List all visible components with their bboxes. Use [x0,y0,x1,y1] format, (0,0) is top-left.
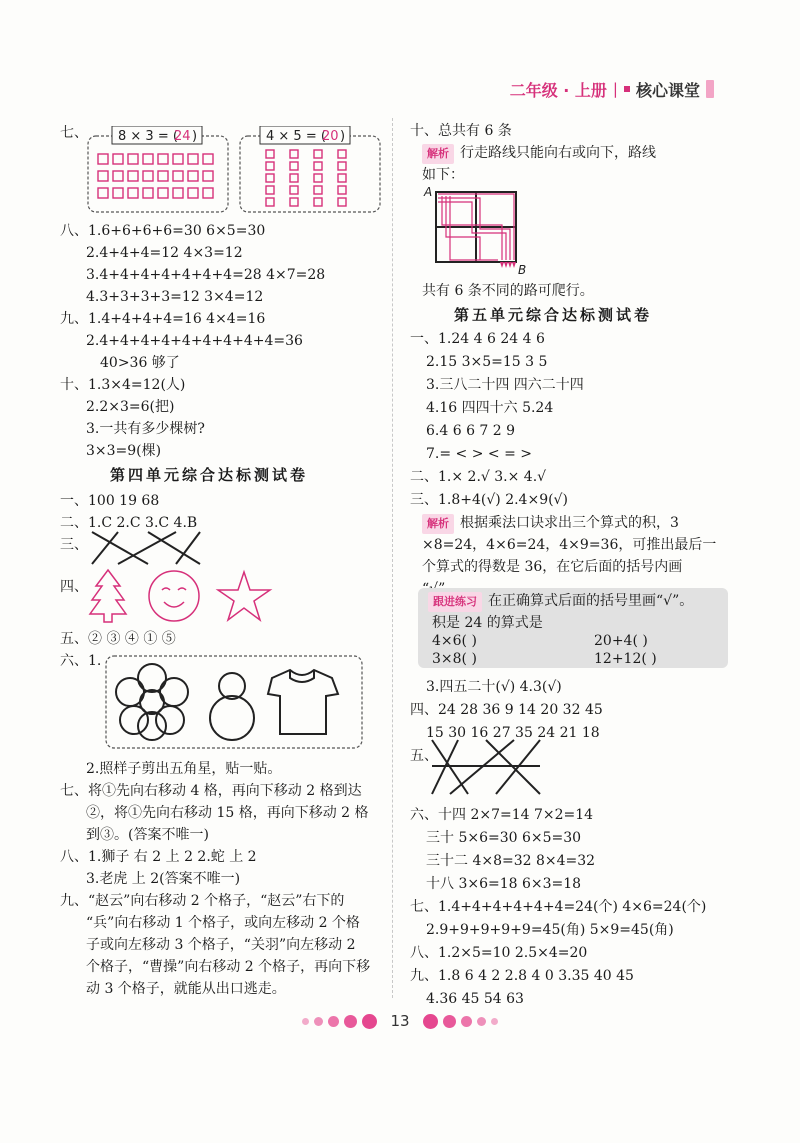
answer-line: 40>36 够了 [100,355,180,371]
answer-line: 3.四五二十(√) 4.3(√) [426,679,562,695]
header-separator: | [612,80,618,98]
answer-line: 3×3=9(棵) [86,443,162,459]
grid-square [290,162,298,170]
answer-line: 九、1.8 6 4 2 2.8 4 0 3.35 40 45 [410,968,634,984]
q7-close1: ) [192,129,198,144]
answer-line: 子或向左移动 3 个格子，“关羽”向左移动 2 [86,937,356,953]
answer-line: 十、1.3×4=12(人) [60,377,186,393]
answer-line: 2.4+4+4=12 4×3=12 [86,245,243,261]
grid-square [158,171,168,181]
page-number: 13 [390,1012,410,1030]
grid-square [128,171,138,181]
unit4-title: 第四单元综合达标测试卷 [110,466,309,484]
grid-square [128,188,138,198]
q3-explanation [422,514,679,534]
matching-lines-2 [428,736,548,798]
q7-close2: ) [340,129,346,144]
dot-icon [443,1015,456,1028]
column-divider [392,118,393,998]
dot-icon [314,1017,323,1026]
grid-square [98,154,108,164]
grid-square [113,154,123,164]
answer-line: 3.4+4+4+4+4+4+4=28 4×7=28 [86,267,326,283]
path-diagram [422,182,532,278]
answer-line: 二、1.× 2.√ 3.× 4.√ [410,469,547,485]
q7-box1 [86,126,231,216]
answer-line: 3.老虎 上 2(答案不唯一) [86,871,241,887]
answer-line: 二、1.C 2.C 3.C 4.B [60,515,198,531]
grid-square [290,150,298,158]
answer-line: 3.三八二十四 四六二十四 [426,377,584,393]
grid-square [266,174,274,182]
grid-square [188,171,198,181]
answer-line: 四、 [60,579,88,595]
answer-line: 4.16 四四十六 5.24 [426,400,554,416]
grid-square [98,171,108,181]
q10-exp2: 如下： [422,167,464,183]
q7-ans2: 20 [322,129,339,144]
answer-line: 七、1.4+4+4+4+4+4=24(个) 4×6=24(个) [410,899,707,915]
practice-box [418,588,728,668]
dot-icon [302,1018,309,1025]
page-header [510,78,714,100]
grid-square [290,198,298,206]
answer-line: “兵”向右移动 1 个格子，或向左移动 2 个格 [86,915,360,931]
shapes-tree-face-star [86,568,276,624]
practice-item: 4×6( ) [432,633,477,649]
answer-line: 八、1.2×5=10 2.5×4=20 [410,945,588,961]
practice-item: 20+4( ) [594,633,648,649]
answer-line: 一、1.24 4 6 24 4 6 [410,331,545,347]
grade-label: 二年级 · 上册 [509,80,607,100]
answer-line: 三十二 4×8=32 8×4=32 [426,853,596,869]
answer-line: 五、② ③ ④ ① ⑤ [60,631,176,647]
dot-icon [362,1014,377,1029]
answer-line: 七、将①先向右移动 4 格，再向下移动 2 格到达 [60,783,362,799]
answer-line: 3.一共有多少棵树? [86,421,205,437]
dot-icon [477,1017,486,1026]
grid-square [173,171,183,181]
answer-line: 三、 [60,537,88,553]
q7-eq2: 4 × 5 = ( [266,129,326,144]
grid-square [266,198,274,206]
grid-square [266,150,274,158]
practice-item: 3×8( ) [432,651,477,667]
q10-explanation [422,144,656,164]
grid-square [314,174,322,182]
label-a: A [424,185,433,199]
square-grid-2 [266,150,346,206]
grid-square [338,162,346,170]
answer-line: 三、1.8+4(√) 2.4×9(√) [410,492,568,508]
unit5-title: 第五单元综合达标测试卷 [454,306,653,324]
q7-eq1: 8 × 3 = ( [118,129,178,144]
page-footer [0,1012,800,1030]
q10-title: 十、总共有 6 条 [410,123,512,139]
q10-conclusion: 共有 6 条不同的路可爬行。 [422,283,594,299]
section-label: 核心课堂 [635,80,700,100]
grid-square [158,154,168,164]
answer-line: 八、1.狮子 右 2 上 2 2.蛇 上 2 [60,849,257,865]
practice-q: 在正确算式后面的括号里画“√”。 [488,593,694,609]
answer-line: 六、十四 2×7=14 7×2=14 [410,807,594,823]
answer-line: 九、“赵云”向右移动 2 个格子，“赵云”右下的 [60,893,345,909]
answer-line: 九、1.4+4+4+4=16 4×4=16 [60,311,266,327]
answer-line: 15 30 16 27 35 24 21 18 [426,725,600,741]
dot-icon [491,1018,498,1025]
grid-square [203,171,213,181]
grid-square [290,186,298,194]
cut-shapes-box [104,652,366,752]
grid-square [338,186,346,194]
answer-line: 八、1.6+6+6+6=30 6×5=30 [60,223,266,239]
grid-square [203,154,213,164]
grid-square [203,188,213,198]
answer-line: 到③。(答案不唯一) [86,827,209,843]
grid-square [128,154,138,164]
q7-ans1: 24 [174,129,191,144]
answer-line: ②，将①先向右移动 15 格，再向下移动 2 格 [86,805,369,821]
practice-tag: 跟进练习 [428,592,482,612]
answer-line: 6.4 6 6 7 2 9 [426,423,516,439]
grid-square [338,198,346,206]
grid-square [266,162,274,170]
grid-square [266,186,274,194]
grid-square [173,154,183,164]
matching-lines-1 [88,528,208,568]
grid-square [113,188,123,198]
grid-square [188,154,198,164]
grid-square [158,188,168,198]
grid-square [98,188,108,198]
answer-line: 一、100 19 68 [60,493,160,509]
answer-line: 4.36 45 54 63 [426,991,524,1007]
q3-exp1: 根据乘法口诀求出三个算式的积，3 [460,515,679,531]
answer-line: 十八 3×6=18 6×3=18 [426,876,582,892]
grid-square [143,154,153,164]
answer-line: 2.照样子剪出五角星，贴一贴。 [86,761,282,777]
grid-square [188,188,198,198]
answer-line: 四、24 28 36 9 14 20 32 45 [410,702,603,718]
q7-box2 [238,126,383,216]
square-icon [624,86,630,92]
dot-icon [423,1014,438,1029]
grid-square [143,171,153,181]
grid-square [314,150,322,158]
dot-icon [328,1016,339,1027]
label-b: B [518,263,527,277]
practice-item: 12+12( ) [594,651,657,667]
answer-line: 4.3+3+3+3=12 3×4=12 [86,289,264,305]
answer-line: 7.= < > < = > [426,446,532,462]
dot-icon [461,1016,472,1027]
answer-line: 个格子，“曹操”向右移动 2 个格子，再向下移 [86,959,371,975]
answer-line: 2.9+9+9+9+9=45(角) 5×9=45(角) [426,922,674,938]
answer-line: 动 3 个格子，就能从出口逃走。 [86,981,286,997]
q10-exp1: 行走路线只能向右或向下，路线 [460,145,656,161]
grid-square [113,171,123,181]
q3-exp3: 个算式的得数是 36，在它后面的括号内画 [422,559,683,575]
analysis-tag: 解析 [422,144,454,164]
grid-square [314,186,322,194]
grid-square [173,188,183,198]
grid-square [314,162,322,170]
grid-square [143,188,153,198]
grid-square [338,150,346,158]
grid-square [290,174,298,182]
square-grid-1 [98,154,213,198]
practice-q2: 积是 24 的算式是 [432,615,543,631]
answer-line: 2.4+4+4+4+4+4+4+4+4=36 [86,333,303,349]
grid-square [338,174,346,182]
grid-square [314,198,322,206]
dot-icon [344,1015,357,1028]
answer-line: 五、 [410,748,438,764]
bar-icon [706,80,714,98]
q3-exp2: ×8=24，4×6=24，4×9=36，可推出最后一 [422,537,717,553]
practice-question [428,592,693,612]
q7-label: 七、 [60,125,88,141]
answer-line: 2.2×3=6(把) [86,399,175,415]
answer-line: 三十 5×6=30 6×5=30 [426,830,582,846]
answer-line: 六、1. [60,653,102,669]
analysis-tag: 解析 [422,514,454,534]
answer-line: 2.15 3×5=15 3 5 [426,354,548,370]
